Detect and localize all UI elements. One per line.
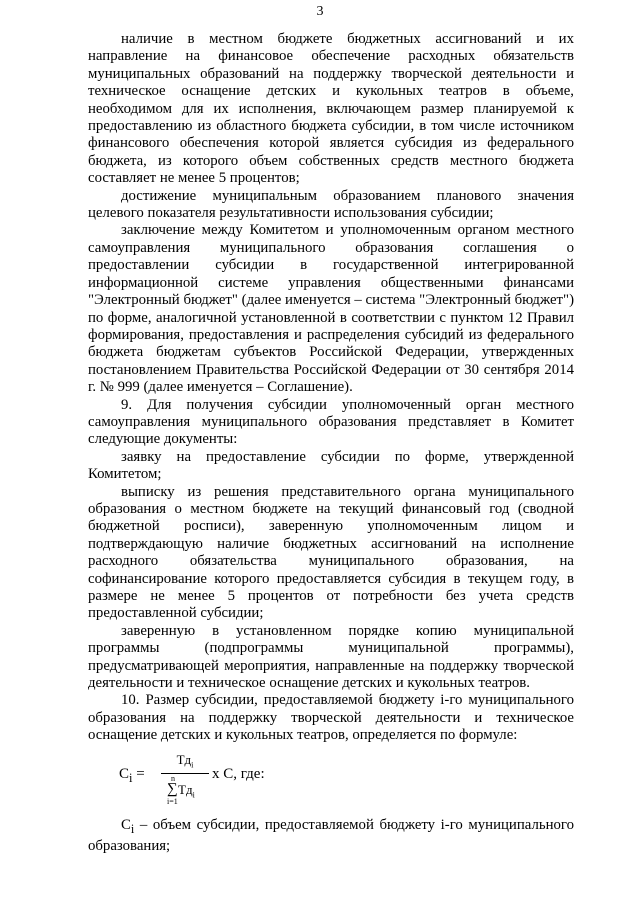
paragraph-budget-allocations: наличие в местном бюджете бюджетных ассигнований и их направление на финансовое обеспечение расходных обязательств муниципальных образований на поддержку творческой деятельности и техническое оснащение детских и кукольных театров в объеме, необходимом для их исполнения, включающем размер планируемой к предоставлению из областного бюджета субсидии, в том числе источником финансового обеспечения которой является субсидия из федерального бюджета, из которого объем собственных средств местного бюджета составляет не менее 5 процентов; [88,31,574,187]
document-body [88,31,574,855]
sum-upper-limit: n [171,774,175,784]
paragraph-application: заявку на предоставление субсидии по форме, утвержденной Комитетом; [88,448,574,483]
sum-lower-limit: i=1 [167,797,178,807]
formula-fraction [161,752,209,815]
paragraph-target-indicator: достижение муниципальным образованием планового значения целевого показателя результативности использования субсидии; [88,187,574,222]
paragraph-item-10: 10. Размер субсидии, предоставляемой бюджету i-го муниципального образования на поддержку творческой деятельности и техническое оснащение детских и кукольных театров, определяется по формуле: [88,692,574,744]
formula-lhs: $C_i$ = [119,765,145,785]
formula-rhs: х С, где: [212,765,265,782]
paragraph-budget-extract: выписку из решения представительного органа муниципального образования о местном бюджете на текущий финансовый год (сводной бюджетной росписи), заверенную уполномоченным лицом и подтверждающую наличие бюджетных ассигнований на исполнение расходного обязательства муниципального образования, на софинансирование которого предоставляется субсидия в текущем году, в размере не менее 5 процентов от потребности без учета средств предоставленной субсидии; [88,483,574,622]
subsidy-formula [119,752,574,810]
formula-numerator: $Тд_i$ [176,751,194,770]
page-number: 3 [316,4,324,19]
formula-denominator [161,774,209,814]
sum-sign: ∑ [167,781,178,798]
paragraph-agreement: заключение между Комитетом и уполномоченным органом местного самоуправления муниципального образования соглашения о предоставлении субсидии в государственной интегрированной информационной системе управления общественными финансами "Электронный бюджет" (далее именуется – система "Электронный бюджет") по форме, аналогичной установленной в соответствии с пунктом 12 Правил формирования, предоставления и распределения субсидий из федерального бюджета бюджетам субъектов Российской Федерации, утвержденных постановлением Правительства Российской Федерации от 30 сентября 2014 г. № 999 (далее именуется – Соглашение). [88,222,574,396]
paragraph-program-copy: заверенную в установленном порядке копию муниципальной программы (подпрограммы муниципальной программы), предусматривающей мероприятия, направленные на поддержку творческой деятельности и техническое оснащение детских и кукольных театров. [88,622,574,692]
paragraph-definition-ci: $C_i$ – объем субсидии, предоставляемой бюджету i-го муниципального образования; [88,816,574,855]
denominator-term: $Тд_i$ [178,782,195,800]
paragraph-item-9: 9. Для получения субсидии уполномоченный орган местного самоуправления муниципального образования представляет в Комитет следующие документы: [88,396,574,448]
